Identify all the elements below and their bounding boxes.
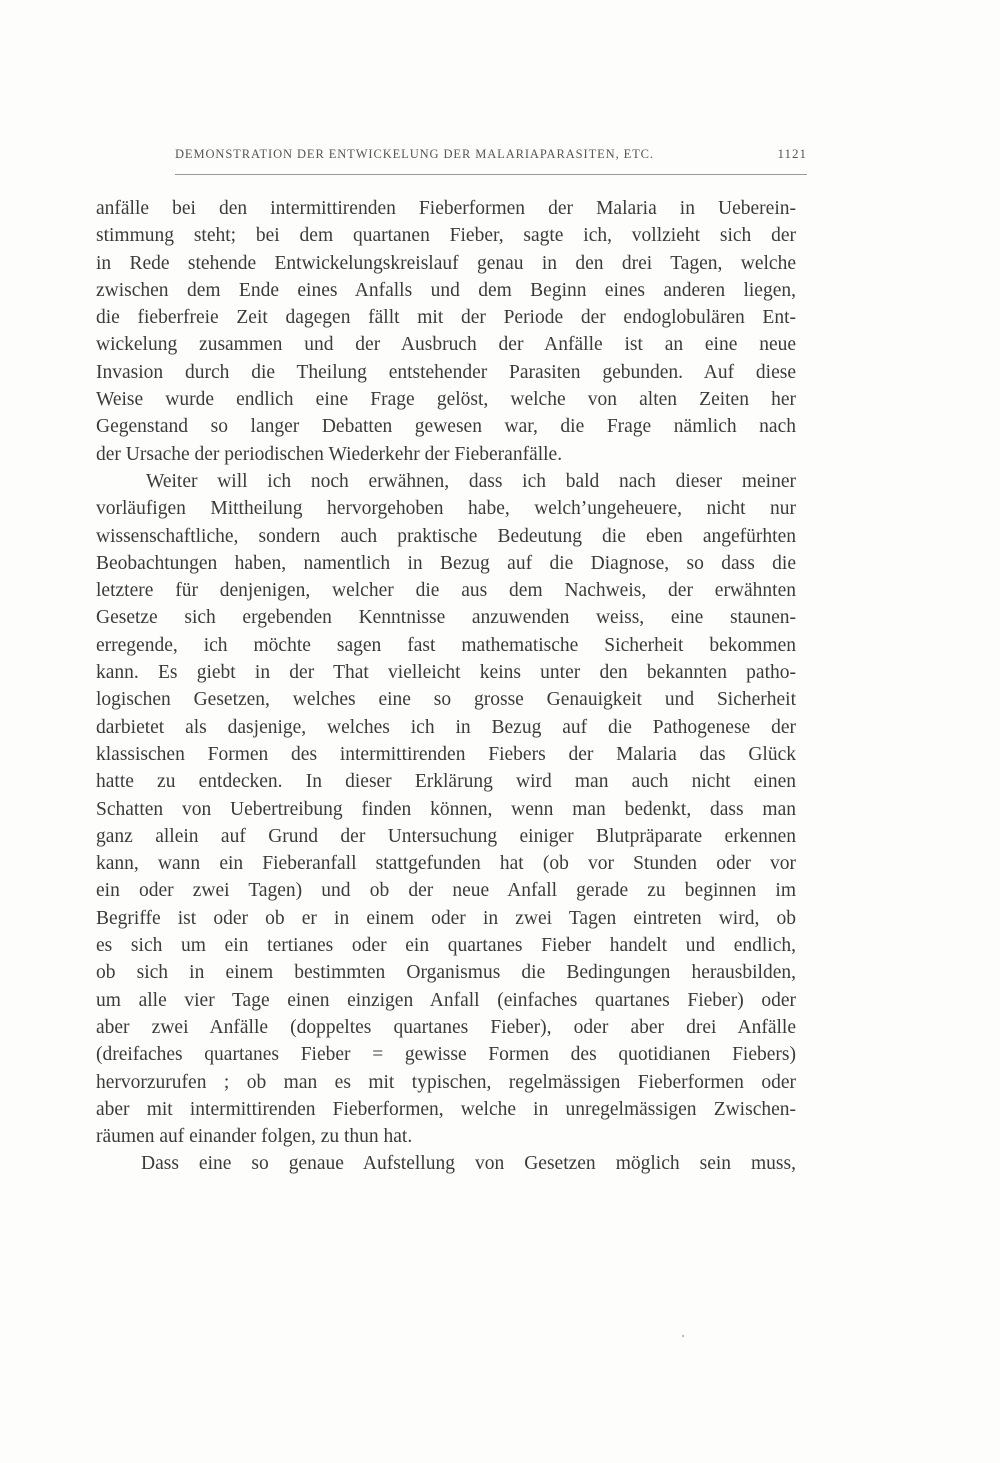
text-line: letztere für denjenigen, welcher die aus dem Nachweis, der erwähnten bbox=[96, 580, 796, 602]
text-line: ein oder zwei Tagen) und ob der neue Anfall gerade zu beginnen im bbox=[96, 880, 796, 902]
text-line: Invasion durch die Theilung entstehender Parasiten gebunden. Auf diese bbox=[96, 361, 796, 383]
text-line: darbietet als dasjenige, welches ich in Bezug auf die Pathogenese der bbox=[96, 716, 796, 738]
text-line: logischen Gesetzen, welches eine so grosse Genauigkeit und Sicherheit bbox=[96, 689, 796, 711]
text-line: ganz allein auf Grund der Untersuchung einiger Blutpräparate erkennen bbox=[96, 825, 796, 847]
text-line: räumen auf einander folgen, zu thun hat. bbox=[96, 1126, 413, 1148]
text-line: die fieberfreie Zeit dagegen fällt mit der Periode der endoglobulären Ent- bbox=[96, 307, 796, 329]
text-line: erregende, ich möchte sagen fast mathematische Sicherheit bekommen bbox=[96, 634, 796, 656]
text-line: stimmung steht; bei dem quartanen Fieber, sagte ich, vollzieht sich der bbox=[96, 225, 796, 247]
text-line: Dass eine so genaue Aufstellung von Gesetzen möglich sein muss, bbox=[141, 1153, 796, 1175]
text-line: aber zwei Anfälle (doppeltes quartanes Fieber), oder aber drei Anfälle bbox=[96, 1016, 796, 1038]
text-line: wissenschaftliche, sondern auch praktische Bedeutung die eben angefürhten bbox=[96, 525, 796, 547]
paper-speck bbox=[682, 1335, 684, 1337]
text-line: Schatten von Uebertreibung finden können, wenn man bedenkt, dass man bbox=[96, 798, 796, 820]
text-line: anfälle bei den intermittirenden Fieberformen der Malaria in Ueberein- bbox=[96, 198, 796, 219]
text-line: Begriffe ist oder ob er in einem oder in zwei Tagen eintreten wird, ob bbox=[96, 907, 796, 929]
text-line: hervorzurufen ; ob man es mit typischen, regelmässigen Fieberformen oder bbox=[96, 1071, 796, 1093]
text-line: Beobachtungen haben, namentlich in Bezug auf die Diagnose, so dass die bbox=[96, 552, 796, 574]
text-line: wickelung zusammen und der Ausbruch der Anfälle ist an eine neue bbox=[96, 334, 796, 356]
running-head bbox=[175, 147, 807, 171]
text-line: ob sich in einem bestimmten Organismus die Bedingungen herausbilden, bbox=[96, 962, 796, 984]
text-line: kann, wann ein Fieberanfall stattgefunden hat (ob vor Stunden oder vor bbox=[96, 853, 796, 875]
running-title: DEMONSTRATION DER ENTWICKELUNG DER MALARIAPARASITEN, ETC. bbox=[175, 147, 654, 161]
header-rule bbox=[175, 174, 807, 175]
text-line: in Rede stehende Entwickelungskreislauf genau in den drei Tagen, welche bbox=[96, 252, 796, 274]
text-line: der Ursache der periodischen Wiederkehr der Fieberanfälle. bbox=[96, 443, 563, 465]
body-text bbox=[96, 195, 796, 1178]
text-line: klassischen Formen des intermittirenden Fiebers der Malaria das Glück bbox=[96, 743, 796, 765]
text-line: (dreifaches quartanes Fieber = gewisse Formen des quotidianen Fiebers) bbox=[96, 1044, 796, 1066]
text-line: um alle vier Tage einen einzigen Anfall (einfaches quartanes Fieber) oder bbox=[96, 989, 796, 1011]
text-line: es sich um ein tertianes oder ein quartanes Fieber handelt und endlich, bbox=[96, 935, 796, 957]
text-line: zwischen dem Ende eines Anfalls und dem Beginn eines anderen liegen, bbox=[96, 279, 796, 301]
page-number: 1121 bbox=[777, 146, 807, 161]
text-line: kann. Es giebt in der That vielleicht keins unter den bekannten patho- bbox=[96, 662, 796, 684]
text-line: Weise wurde endlich eine Frage gelöst, welche von alten Zeiten her bbox=[96, 389, 796, 411]
text-line: Gesetze sich ergebenden Kenntnisse anzuwenden weiss, eine staunen- bbox=[96, 607, 796, 629]
text-line: Gegenstand so langer Debatten gewesen war, die Frage nämlich nach bbox=[96, 416, 796, 438]
text-line: vorläufigen Mittheilung hervorgehoben habe, welch’ungeheuere, nicht nur bbox=[96, 498, 796, 520]
text-line: Weiter will ich noch erwähnen, dass ich bald nach dieser meiner bbox=[146, 470, 796, 492]
text-line: aber mit intermittirenden Fieberformen, welche in unregelmässigen Zwischen- bbox=[96, 1098, 796, 1120]
text-line: hatte zu entdecken. In dieser Erklärung wird man auch nicht einen bbox=[96, 771, 796, 793]
